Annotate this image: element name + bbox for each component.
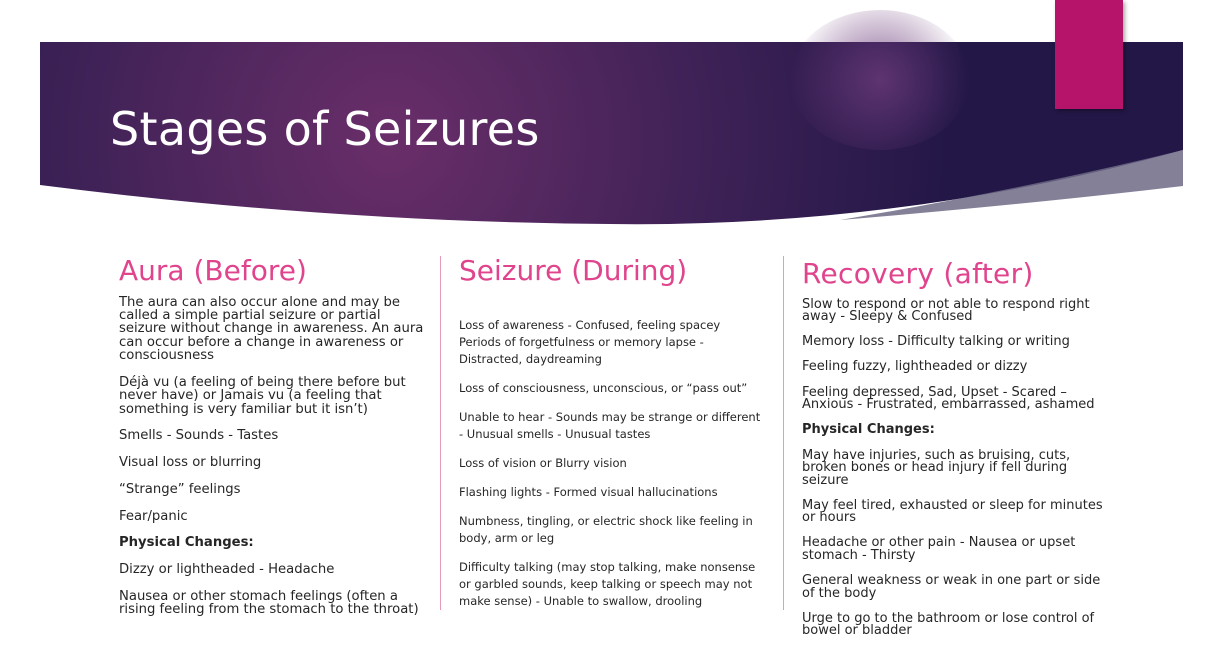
column-heading: Seizure (During) xyxy=(459,254,688,287)
list-item: Headache or other pain - Nausea or upset stomach - Thirsty xyxy=(802,535,1076,563)
list-item: General weakness or weak in one part or side of the body xyxy=(802,573,1101,601)
column-seizure xyxy=(459,254,764,622)
list-item: “Strange” feelings xyxy=(119,481,241,497)
list-item: Physical Changes: xyxy=(802,422,935,438)
list-item: Déjà vu (a feeling of being there before but never have) or Jamais vu (a feeling that something is very familiar but it isn’t) xyxy=(119,374,406,417)
list-item: Physical Changes: xyxy=(119,535,254,551)
slide-title: Stages of Seizures xyxy=(110,101,540,156)
list-item: Urge to go to the bathroom or lose control of bowel or bladder xyxy=(802,610,1095,639)
column-aura xyxy=(119,254,429,630)
list-item: Dizzy or lightheaded - Headache xyxy=(119,561,335,577)
column-divider xyxy=(783,256,784,610)
list-item: Memory loss - Difficulty talking or writing xyxy=(802,334,1070,350)
column-heading: Recovery (after) xyxy=(802,257,1034,290)
list-item: Smells - Sounds - Tastes xyxy=(119,428,279,444)
list-item: Nausea or other stomach feelings (often a rising feeling from the stomach to the throat) xyxy=(119,588,419,618)
column-divider xyxy=(440,256,441,610)
column-heading: Aura (Before) xyxy=(119,254,307,287)
list-item: Difficulty talking (may stop talking, make nonsense or garbled sounds, keep talking or speech may not make sense) - Unable to swallow, drooling xyxy=(459,559,756,608)
list-item: Visual loss or blurring xyxy=(119,455,262,471)
list-item: Numbness, tingling, or electric shock like feeling in body, arm or leg xyxy=(459,513,753,545)
list-item: Loss of awareness - Confused, feeling spacey Periods of forgetfulness or memory lapse - Distracted, daydreaming xyxy=(459,317,721,366)
list-item: Feeling depressed, Sad, Upset - Scared – Anxious - Frustrated, embarrassed, ashamed xyxy=(802,384,1095,413)
column-recovery xyxy=(802,254,1107,650)
list-item: Flashing lights - Formed visual hallucinations xyxy=(459,484,718,499)
list-item: May feel tired, exhausted or sleep for minutes or hours xyxy=(802,497,1103,526)
list-item: Fear/panic xyxy=(119,508,188,524)
item-list xyxy=(802,296,1107,639)
list-item: The aura can also occur alone and may be called a simple partial seizure or partial seizure without change in awareness. An aura can occur before a change in awareness or consciousness xyxy=(119,294,424,364)
list-item: Feeling fuzzy, lightheaded or dizzy xyxy=(802,359,1028,375)
list-item: Loss of consciousness, unconscious, or “pass out” xyxy=(459,380,748,395)
list-item: Unable to hear - Sounds may be strange or different - Unusual smells - Unusual tastes xyxy=(459,409,761,441)
item-list xyxy=(459,317,764,610)
item-list xyxy=(119,296,429,617)
list-item: Slow to respond or not able to respond right away - Sleepy & Confused xyxy=(802,296,1090,325)
accent-tab xyxy=(1055,0,1123,109)
list-item: Loss of vision or Blurry vision xyxy=(459,455,627,470)
list-item: May have injuries, such as bruising, cuts, broken bones or head injury if fell during seizure xyxy=(802,447,1071,488)
